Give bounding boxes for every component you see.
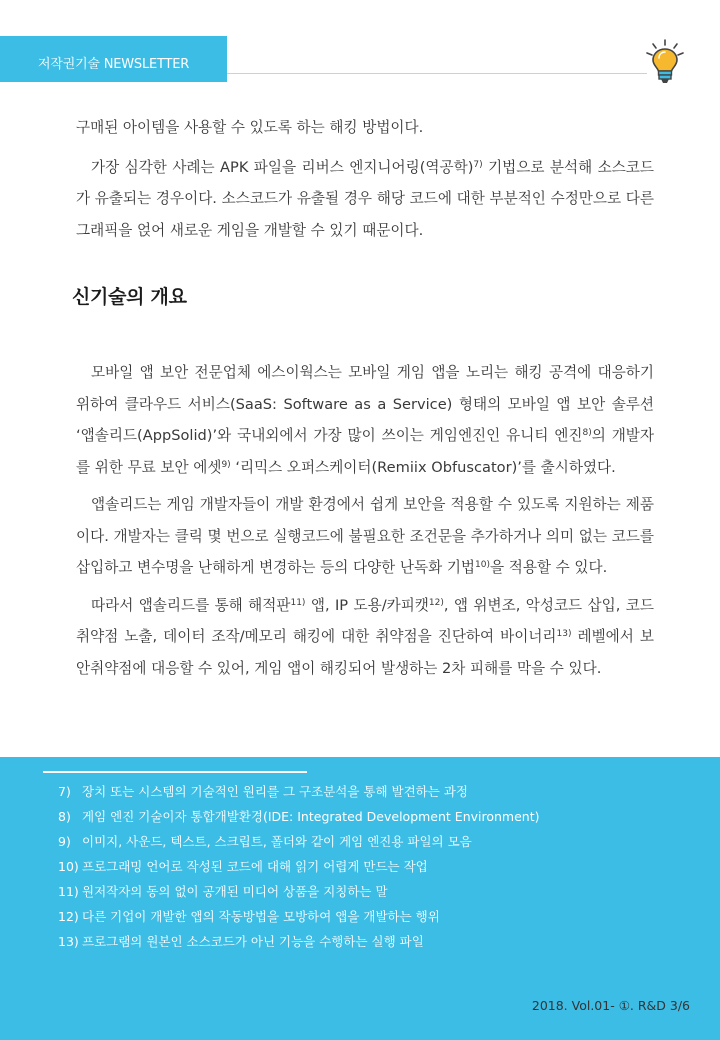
paragraph-0: 구매된 아이템을 사용할 수 있도록 하는 해킹 방법이다.	[76, 119, 424, 136]
page-number: 2018. Vol.01- ①. R&D 3/6	[531, 998, 690, 1013]
footnote-ref-12: 12)	[428, 597, 444, 608]
newsletter-header-tab	[0, 36, 227, 82]
body-text-top	[76, 112, 654, 246]
footnote-item: 10) 프로그래밍 언어로 작성된 코드에 대해 읽기 어렵게 만드는 작업	[58, 859, 428, 874]
body-text-section	[76, 357, 654, 684]
paragraph-1: 가장 심각한 사례는 APK 파일을 리버스 엔지니어링(역공학)$^{7)}$ 기법으로 분석해 소스코드가 유출되는 경우이다. 소스코드가 유출될 경우 해당 코드에 대한 부분적인 수정만으로 다른 그래픽을 얹어 새로운 게임을 개발할 수 있기 때문이다.	[76, 158, 654, 239]
paragraph-2: 모바일 앱 보안 전문업체 에스이웍스는 모바일 게임 앱을 노리는 해킹 공격에 대응하기 위하여 클라우드 서비스(SaaS: Software as a Service) 형태의 모바일 앱 보안 솔루션 ‘앱솔리드(AppSolid)’와 국내외에서 가장 많이 쓰이는 게임엔진인 유니티 엔진$^{8)}$의 개발자를 위한 무료 보안 에셋$^{9)}$ ‘리믹스 오퍼스케이터(Remiix Obfuscator)’를 출시하였다.	[76, 364, 654, 476]
paragraph-3: 앱솔리드는 게임 개발자들이 개발 환경에서 쉽게 보안을 적용할 수 있도록 지원하는 제품이다. 개발자는 클릭 몇 번으로 실행코드에 불필요한 조건문을 추가하거나 의미 없는 코드를 삽입하고 변수명을 난해하게 변경하는 등의 다양한 난독화 기법$^{10)}$을 적용할 수 있다.	[76, 496, 654, 576]
footnote-ref-8: 8)	[582, 428, 592, 438]
footnote-ref-11: 11)	[290, 597, 306, 608]
section-title: 신기술의 개요	[72, 286, 187, 308]
footnote-ref-10: 10)	[475, 560, 490, 570]
lightbulb-icon	[644, 38, 686, 86]
paragraph-4: 따라서 앱솔리드를 통해 해적판$^{11)}$ 앱, IP 도용/카피캣$^{12)}$, 앱 위변조, 악성코드 삽입, 코드 취약점 노출, 데이터 조작/메모리 해킹에 대한 취약점을 진단하여 바이너리$^{13)}$ 레벨에서 보안취약점에 대응할 수 있어, 게임 앱이 해킹되어 발생하는 2차 피해를 막을 수 있다.	[76, 596, 654, 677]
footnotes-divider	[43, 771, 307, 773]
footnote-item: 13) 프로그램의 원본인 소스코드가 아닌 기능을 수행하는 실행 파일	[58, 934, 424, 949]
footnote-item: 9) 이미지, 사운드, 텍스트, 스크립트, 폴더와 같이 게임 엔진용 파일의 모음	[58, 834, 472, 849]
header-divider	[227, 73, 647, 74]
footnotes-panel	[0, 757, 720, 1040]
footnote-item: 8) 게임 엔진 기술이자 통합개발환경(IDE: Integrated Development Environment)	[58, 809, 540, 824]
footnote-ref-7: 7)	[473, 159, 483, 170]
footnote-list	[58, 779, 540, 954]
footnote-ref-9: 9)	[221, 459, 231, 470]
footnote-ref-13: 13)	[556, 629, 572, 639]
footnote-item: 12) 다른 기업이 개발한 앱의 작동방법을 모방하여 앱을 개발하는 행위	[58, 909, 440, 924]
footnote-item: 11) 원저작자의 동의 없이 공개된 미디어 상품을 지칭하는 말	[58, 884, 388, 899]
newsletter-title: 저작권기술 NEWSLETTER	[38, 57, 190, 72]
footnote-item: 7) 장치 또는 시스템의 기술적인 원리를 그 구조분석을 통해 발견하는 과정	[58, 784, 468, 799]
